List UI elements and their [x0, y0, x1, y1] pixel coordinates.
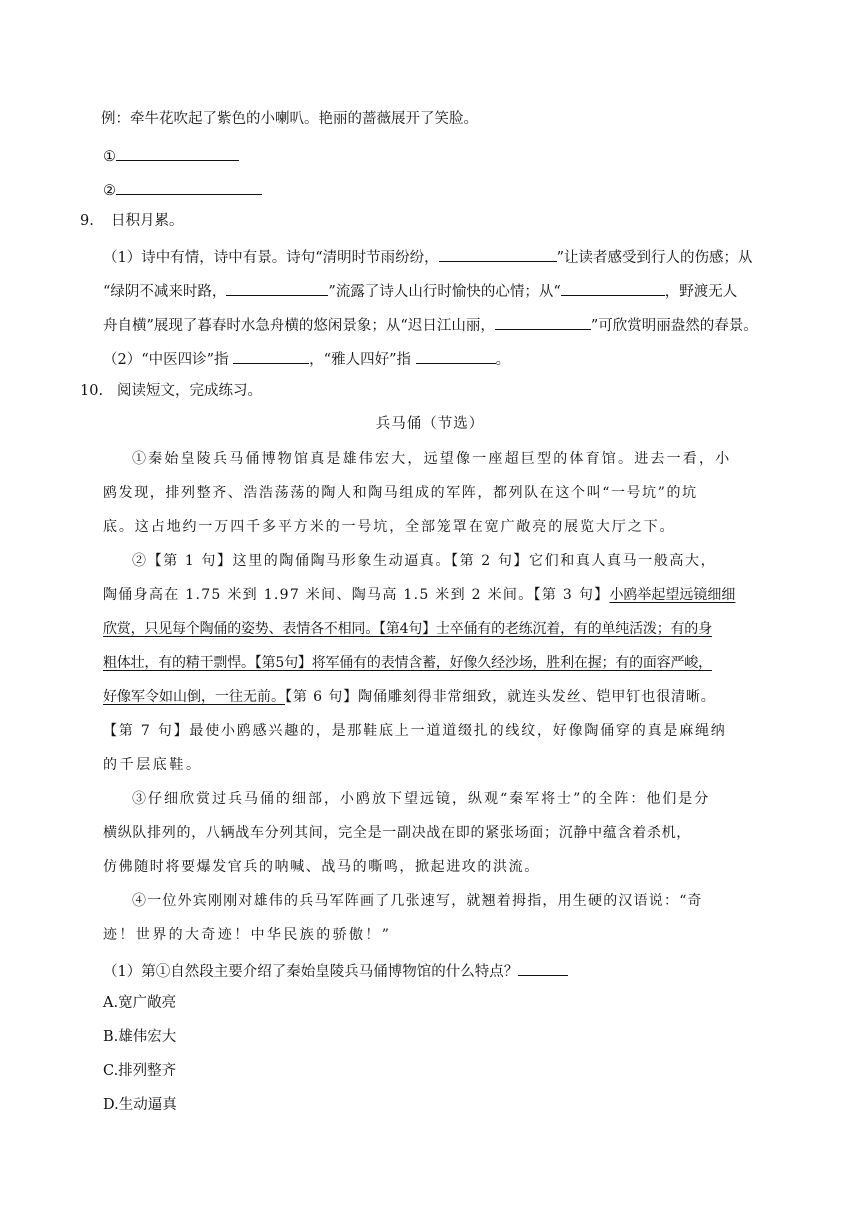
passage-text: 【第 6 句】陶俑雕刻得非常细致，就连头发丝、铠甲钉也很清晰。 — [285, 689, 716, 705]
answer-blank[interactable] — [439, 245, 557, 262]
answer-blank[interactable] — [233, 347, 309, 364]
answer-blank[interactable] — [226, 279, 328, 296]
passage-para1-line2: 鸥发现，排列整齐、浩浩荡荡的陶人和陶马组成的军阵，都列队在这个叫“一号坑”的坑 — [103, 485, 698, 501]
q9-text: 舟自横”展现了暮春时水急舟横的悠闲景象；从“迟日江山丽， — [103, 318, 495, 334]
answer-blank[interactable] — [561, 279, 665, 296]
answer-blank[interactable] — [116, 144, 239, 161]
q8-answer-2 — [103, 178, 262, 201]
q9-part1-line2 — [103, 279, 737, 302]
option-d[interactable]: D.生动逼真 — [103, 1097, 177, 1113]
q9-text: “绿阴不减来时路， — [103, 284, 227, 300]
option-b[interactable]: B.雄伟宏大 — [103, 1029, 177, 1045]
q9-text: 。 — [495, 352, 511, 368]
passage-para2-line6: 【第 7 句】最使小鸥感兴趣的，是那鞋底上一道道缀扎的线纹，好像陶俑穿的真是麻绳纳 — [103, 723, 727, 739]
passage-para4-line1: ④一位外宾刚刚对雄伟的兵马军阵画了几张速写，就翘着拇指，用生硬的汉语说：“奇 — [132, 893, 703, 909]
q9-part1-line3 — [103, 313, 758, 336]
q8-answer-1 — [103, 144, 239, 167]
q9-part2 — [103, 347, 510, 370]
passage-para2-line5 — [103, 687, 716, 707]
q10-number: 10. — [80, 383, 104, 399]
q8-item-1-label: ① — [103, 149, 116, 165]
passage-para2-line2 — [103, 585, 735, 605]
passage-para2-line3: 欣赏，只见每个陶俑的姿势、表情各不相同。【第4句】士卒俑有的老练沉着，有的单纯活泼；有的身 — [103, 621, 712, 637]
q9-text: ”让读者感受到行人的伤感；从 — [556, 250, 753, 266]
q9-text: （2）“中医四诊”指 — [103, 352, 229, 368]
passage-para3-line2: 横纵队排列的，八辆战车分列其间，完全是一副决战在即的紧张场面；沉静中蕴含着杀机， — [103, 825, 691, 841]
passage-para4-line2: 迹！世界的大奇迹！中华民族的骄傲！” — [103, 927, 392, 943]
passage-para2-line4: 粗体壮，有的精干剽悍。【第5句】将军俑有的表情含蓄，好像久经沙场，胜利在握；有的面容严峻， — [103, 655, 712, 671]
q8-example: 例：牵牛花吹起了紫色的小喇叭。艳丽的蔷薇展开了笑脸。 — [101, 111, 478, 127]
answer-blank[interactable] — [518, 959, 568, 976]
underlined-sentence: 小鸥举起望远镜细细 — [609, 587, 736, 603]
q9-text: （1）诗中有情，诗中有景。诗句“清明时节雨纷纷， — [103, 250, 439, 266]
q9-text: ”流露了诗人山行时愉快的心情；从“ — [328, 284, 561, 300]
passage-para3-line3: 仿佛随时将要爆发官兵的呐喊、战马的嘶鸣，掀起进攻的洪流。 — [103, 859, 540, 875]
passage-para1-line3: 底。这占地约一万四千多平方米的一号坑，全部笼罩在宽广敞亮的展览大厅之下。 — [103, 519, 676, 535]
q9-text: ”可欣赏明丽盎然的春景。 — [590, 318, 758, 334]
option-c[interactable]: C.排列整齐 — [103, 1063, 177, 1079]
passage-para2-line7: 的千层底鞋。 — [103, 757, 203, 773]
answer-blank[interactable] — [416, 347, 496, 364]
passage-para3-line1: ③仔细欣赏过兵马俑的细部，小鸥放下望远镜，纵观“秦军将士”的全阵：他们是分 — [132, 791, 711, 807]
q10-title: 阅读短文，完成练习。 — [117, 383, 262, 399]
q10-sub1 — [103, 959, 568, 982]
passage-text: 陶俑身高在 1.75 米到 1.97 米间、陶马高 1.5 米到 2 米间。【第 3 句】 — [103, 587, 610, 603]
q10-sub1-question: （1）第①自然段主要介绍了秦始皇陵兵马俑博物馆的什么特点？ — [103, 964, 519, 980]
underlined-sentence: 好像军令如山倒，一往无前。 — [103, 689, 285, 705]
passage-para2-line1: ②【第 1 句】这里的陶俑陶马形象生动逼真。【第 2 句】它们和真人真马一般高大， — [132, 553, 717, 569]
answer-blank[interactable] — [495, 313, 591, 330]
option-a[interactable]: A.宽广敞亮 — [103, 995, 177, 1011]
passage-title: 兵马俑（节选） — [375, 416, 485, 432]
q9-part1-line1 — [103, 245, 779, 268]
q8-item-2-label: ② — [103, 183, 116, 199]
q9-title: 日积月累。 — [111, 213, 184, 229]
q9-number: 9. — [80, 213, 94, 229]
q9-text: ，野渡无人 — [664, 284, 738, 300]
answer-blank[interactable] — [116, 178, 262, 195]
q9-text: ，“雅人四好”指 — [309, 352, 411, 368]
passage-para1-line1: ①秦始皇陵兵马俑博物馆真是雄伟宏大，远望像一座超巨型的体育馆。进去一看，小 — [132, 451, 732, 467]
